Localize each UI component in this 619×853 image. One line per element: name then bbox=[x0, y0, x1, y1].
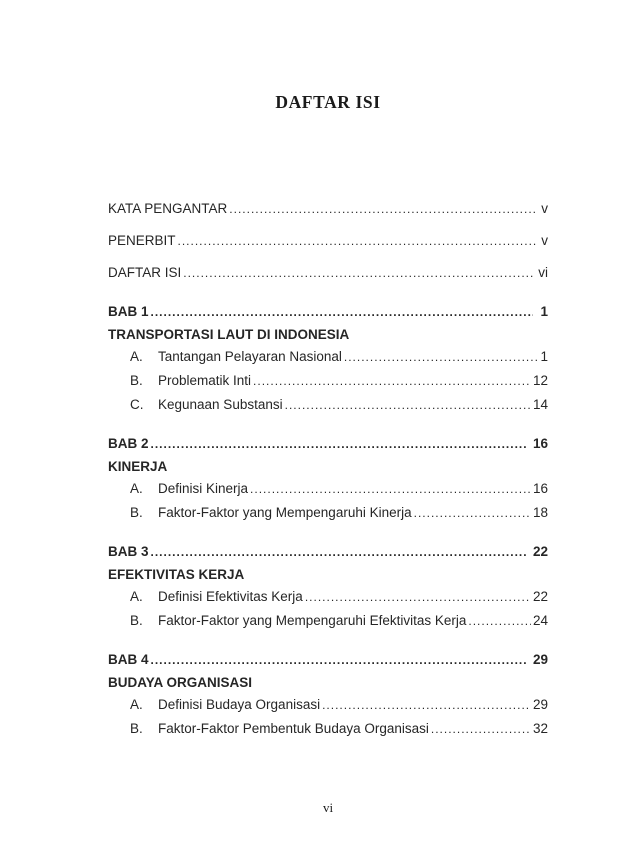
toc-chapter-bab-2 bbox=[108, 432, 548, 525]
dot-leader bbox=[431, 718, 531, 741]
dot-leader bbox=[151, 649, 526, 672]
toc-entry-label: Kegunaan Substansi bbox=[158, 397, 283, 412]
toc-entry bbox=[108, 717, 548, 741]
folio-page-number: vi bbox=[322, 800, 334, 815]
dot-leader bbox=[151, 541, 526, 564]
chapter-page: 16 bbox=[532, 436, 548, 451]
dot-leader bbox=[229, 198, 536, 221]
dot-leader bbox=[151, 433, 526, 456]
toc-entry-page: 29 bbox=[532, 697, 548, 712]
chapter-subtitle: KINERJA bbox=[108, 459, 168, 474]
toc-entry-page: 12 bbox=[532, 373, 548, 388]
chapter-subtitle: TRANSPORTASI LAUT DI INDONESIA bbox=[108, 327, 350, 342]
page-title: DAFTAR ISI bbox=[275, 92, 381, 112]
toc-entry-label: KATA PENGANTAR bbox=[108, 201, 228, 216]
toc-entry bbox=[108, 609, 548, 633]
toc-entry bbox=[108, 345, 548, 369]
chapter-page: 1 bbox=[540, 304, 548, 319]
chapter-heading-row bbox=[108, 432, 548, 456]
toc-entry-label: Problematik Inti bbox=[158, 373, 252, 388]
chapter-subtitle: EFEKTIVITAS KERJA bbox=[108, 567, 245, 582]
item-marker: B. bbox=[130, 613, 143, 628]
dot-leader bbox=[178, 230, 537, 253]
item-marker: C. bbox=[130, 397, 144, 412]
toc-entry-page: 22 bbox=[532, 589, 548, 604]
dot-leader bbox=[344, 346, 539, 369]
item-marker: A. bbox=[130, 697, 143, 712]
toc-chapter-bab-1 bbox=[108, 300, 548, 417]
dot-leader bbox=[151, 301, 534, 324]
dot-leader bbox=[468, 610, 531, 633]
dot-leader bbox=[414, 502, 531, 525]
toc-entry-label: Faktor-Faktor yang Mempengaruhi Kinerja bbox=[158, 505, 412, 520]
toc-front-matter bbox=[108, 197, 548, 285]
toc-entry bbox=[108, 585, 548, 609]
chapter-heading: BAB 1 bbox=[108, 304, 149, 319]
toc-entry-label: DAFTAR ISI bbox=[108, 265, 182, 280]
toc-entry-page: 1 bbox=[540, 349, 548, 364]
dot-leader bbox=[250, 478, 531, 501]
chapter-heading-row bbox=[108, 648, 548, 672]
toc-entry bbox=[108, 477, 548, 501]
toc-entry bbox=[108, 393, 548, 417]
item-marker: B. bbox=[130, 505, 143, 520]
chapter-heading: BAB 3 bbox=[108, 544, 149, 559]
chapter-heading-row bbox=[108, 300, 548, 324]
toc-entry bbox=[108, 261, 548, 285]
toc-entry-page: 24 bbox=[532, 613, 548, 628]
item-marker: A. bbox=[130, 349, 143, 364]
toc-entry-label: PENERBIT bbox=[108, 233, 176, 248]
item-marker: A. bbox=[130, 481, 143, 496]
toc-entry-page: 14 bbox=[532, 397, 548, 412]
chapter-subtitle: BUDAYA ORGANISASI bbox=[108, 675, 253, 690]
toc-entry bbox=[108, 197, 548, 221]
item-marker: B. bbox=[130, 373, 143, 388]
dot-leader bbox=[322, 694, 531, 717]
toc-entry-label: Faktor-Faktor Pembentuk Budaya Organisasi bbox=[158, 721, 429, 736]
toc-entry-label: Definisi Kinerja bbox=[158, 481, 249, 496]
toc-entry-label: Definisi Budaya Organisasi bbox=[158, 697, 321, 712]
toc-entry bbox=[108, 369, 548, 393]
chapter-page: 29 bbox=[532, 652, 548, 667]
toc-entry bbox=[108, 501, 548, 525]
item-marker: B. bbox=[130, 721, 143, 736]
toc-entry-page: 16 bbox=[532, 481, 548, 496]
toc-entry-page: v bbox=[541, 233, 548, 248]
toc-entry-label: Definisi Efektivitas Kerja bbox=[158, 589, 303, 604]
dot-leader bbox=[183, 262, 533, 285]
dot-leader bbox=[253, 370, 531, 393]
toc-entry-label: Tantangan Pelayaran Nasional bbox=[158, 349, 342, 364]
item-marker: A. bbox=[130, 589, 143, 604]
toc-entry-page: v bbox=[541, 201, 548, 216]
toc-entry-page: vi bbox=[538, 265, 548, 280]
table-of-contents bbox=[108, 197, 548, 741]
toc-entry-page: 32 bbox=[532, 721, 548, 736]
toc-entry-page: 18 bbox=[532, 505, 548, 520]
dot-leader bbox=[285, 394, 531, 417]
chapter-heading: BAB 4 bbox=[108, 652, 149, 667]
chapter-heading: BAB 2 bbox=[108, 436, 149, 451]
toc-chapter-bab-4 bbox=[108, 648, 548, 741]
toc-entry bbox=[108, 229, 548, 253]
toc-entry-label: Faktor-Faktor yang Mempengaruhi Efektivitas Kerja bbox=[158, 613, 467, 628]
toc-entry bbox=[108, 693, 548, 717]
toc-chapter-bab-3 bbox=[108, 540, 548, 633]
chapter-heading-row bbox=[108, 540, 548, 564]
chapter-page: 22 bbox=[532, 544, 548, 559]
dot-leader bbox=[305, 586, 531, 609]
